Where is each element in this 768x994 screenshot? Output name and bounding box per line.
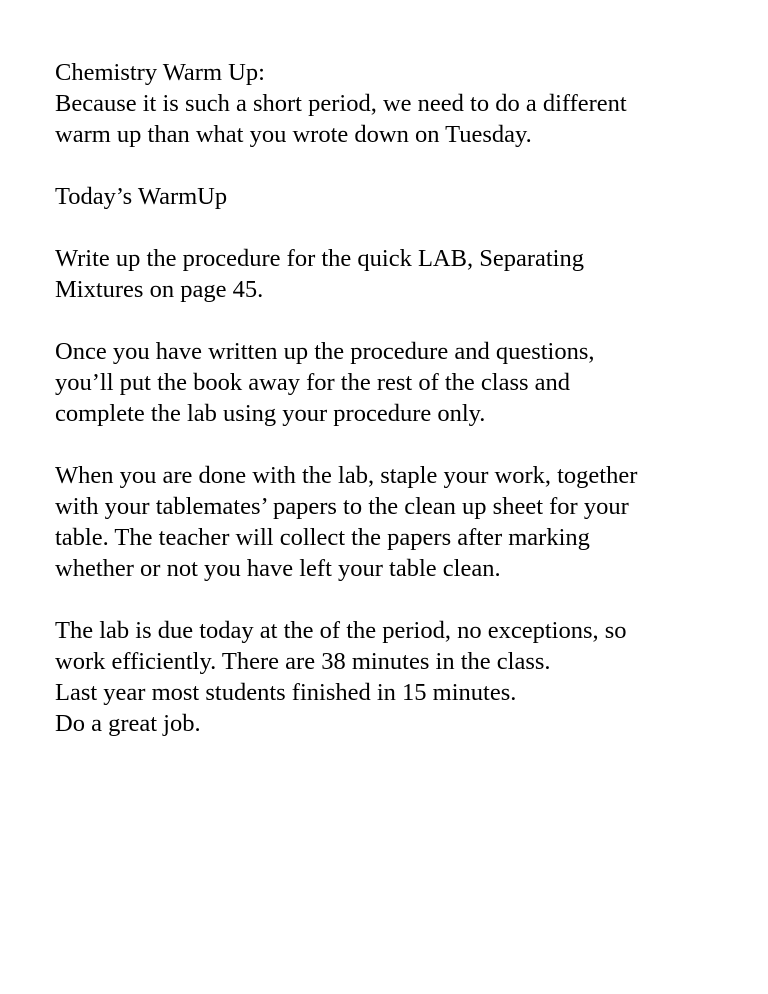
text-line: warm up than what you wrote down on Tuesday. xyxy=(55,121,532,148)
text-line: Last year most students finished in 15 minutes. xyxy=(55,679,517,706)
text-line: Do a great job. xyxy=(55,710,201,737)
text-line: table. The teacher will collect the papers after marking xyxy=(55,524,590,551)
document-body xyxy=(55,57,755,739)
paragraph-intro xyxy=(55,57,755,150)
text-line: you’ll put the book away for the rest of the class and xyxy=(55,369,571,396)
text-line: Because it is such a short period, we need to do a different xyxy=(55,90,627,117)
text-line: work efficiently. There are 38 minutes in the class. xyxy=(55,648,551,675)
text-line: Write up the procedure for the quick LAB, Separating xyxy=(55,245,584,272)
text-line: whether or not you have left your table clean. xyxy=(55,555,501,582)
text-line: complete the lab using your procedure only. xyxy=(55,400,486,427)
paragraph-procedure xyxy=(55,336,755,429)
text-line: Mixtures on page 45. xyxy=(55,276,264,303)
paragraph-warmup-title xyxy=(55,181,755,212)
text-line: with your tablemates’ papers to the clean up sheet for your xyxy=(55,493,629,520)
text-line: When you are done with the lab, staple your work, together xyxy=(55,462,638,489)
section-title: Today’s WarmUp xyxy=(55,183,228,210)
paragraph-task xyxy=(55,243,755,305)
paragraph-deadline xyxy=(55,615,755,739)
paragraph-cleanup xyxy=(55,460,755,584)
text-line: Once you have written up the procedure and questions, xyxy=(55,338,595,365)
text-line: The lab is due today at the of the period, no exceptions, so xyxy=(55,617,627,644)
document-heading: Chemistry Warm Up: xyxy=(55,59,265,86)
